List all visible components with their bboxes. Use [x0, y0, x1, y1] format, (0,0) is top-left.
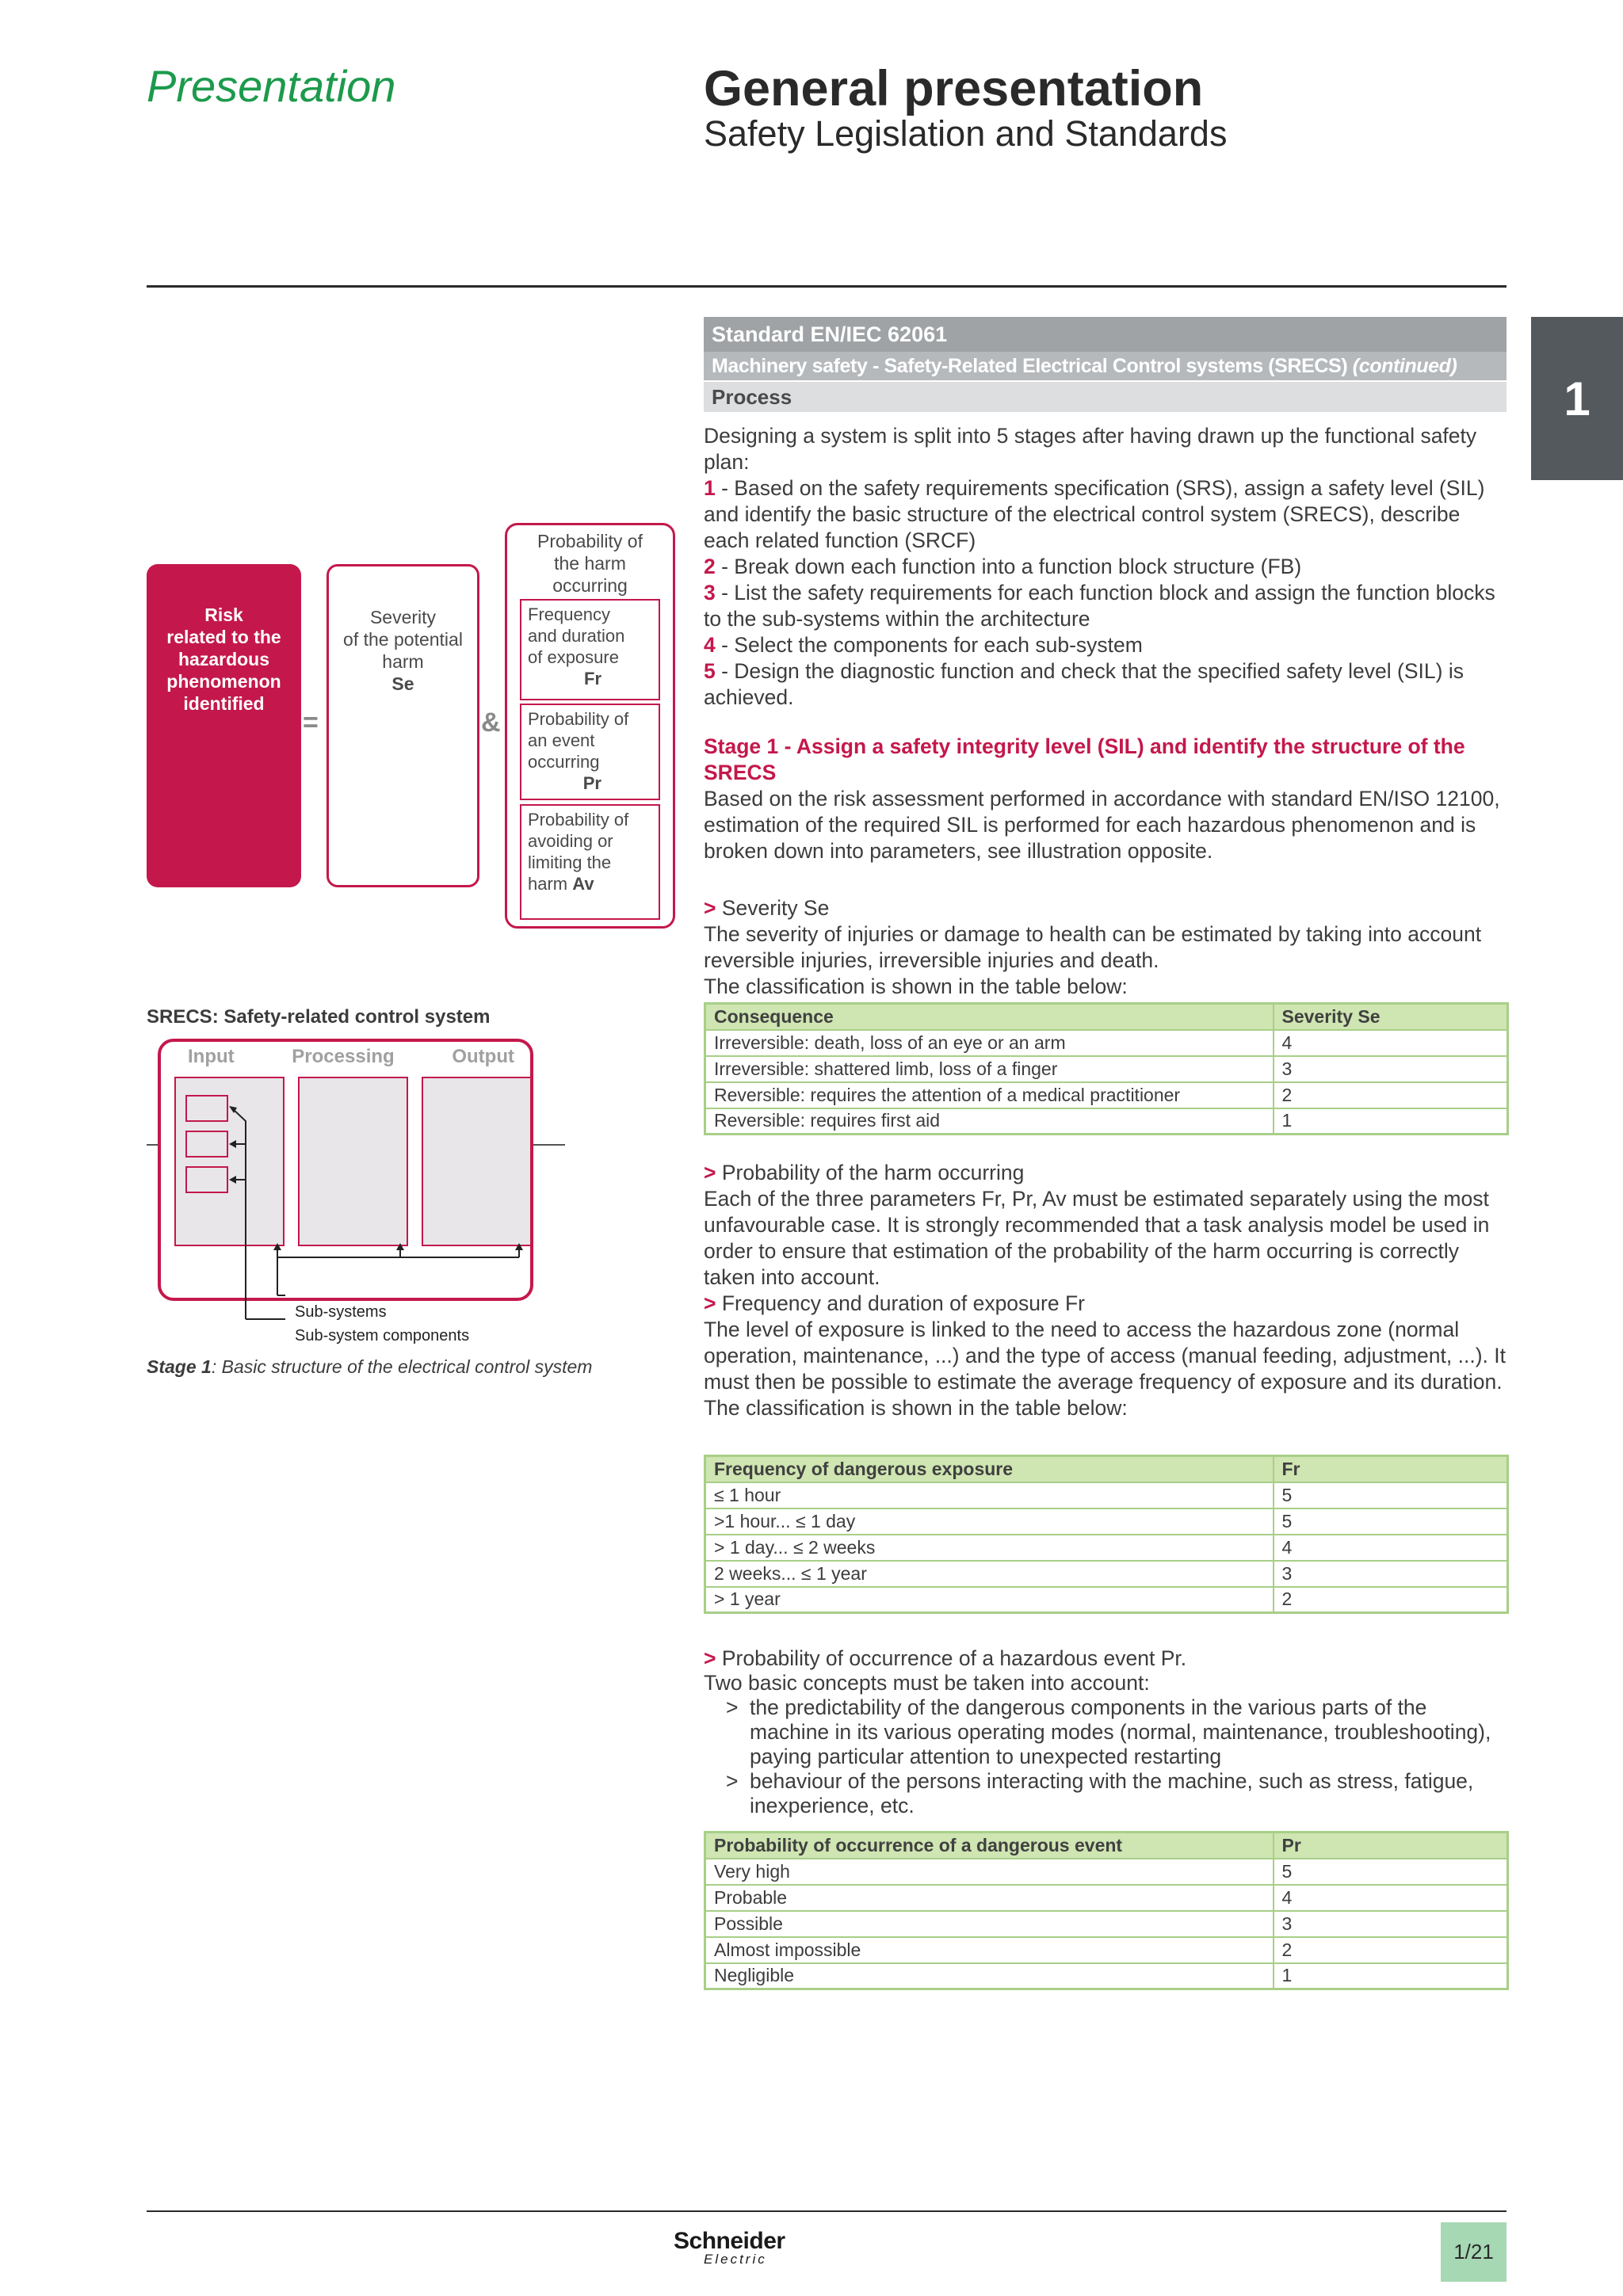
- frequency-table: [704, 1455, 1509, 1614]
- stage1-text: Based on the risk assessment performed in accordance with standard EN/ISO 12100, estimation of the required SIL is performed for each hazardous phenomenon and is broken down into parameters, see illustration opposite.: [704, 787, 1500, 863]
- risk-label: [147, 604, 301, 715]
- ampersand-sign: &: [481, 707, 501, 738]
- intro-lead: Designing a system is split into 5 stages after having drawn up the functional safety plan:: [704, 424, 1477, 474]
- severity-heading: Severity Se: [716, 896, 830, 920]
- table-row: [705, 1030, 1508, 1056]
- probability-heading: Probability of the harm occurring: [716, 1161, 1025, 1184]
- table-cell: Very high: [705, 1859, 1274, 1885]
- step-4: [704, 632, 1508, 658]
- occurrence-bullets: [704, 1695, 1508, 1818]
- chevron-right-icon: >: [704, 1291, 716, 1315]
- table-cell: Reversible: requires the attention of a medical practitioner: [705, 1082, 1274, 1108]
- schneider-logo: Schneider: [674, 2228, 785, 2254]
- table-cell: 5: [1274, 1859, 1508, 1885]
- table-row: [705, 1859, 1508, 1885]
- pr-line: occurring: [528, 752, 600, 772]
- table-cell: Irreversible: shattered limb, loss of a finger: [705, 1056, 1274, 1082]
- occurrence-text: Two basic concepts must be taken into account:: [704, 1671, 1150, 1695]
- list-item: [704, 1769, 1508, 1818]
- av-line: avoiding or: [528, 831, 613, 851]
- step-text: - Design the diagnostic function and check that the specified safety level (SIL) is achieved.: [704, 659, 1464, 709]
- column-label-input: Input: [188, 1046, 235, 1067]
- severity-box: [327, 564, 479, 887]
- table-header-cell: Frequency of dangerous exposure: [705, 1456, 1274, 1482]
- step-3: [704, 580, 1508, 632]
- table-row: [705, 1082, 1508, 1108]
- table-cell: 4: [1274, 1030, 1508, 1056]
- occurrence-block: [704, 1646, 1508, 1818]
- process-heading: Process: [704, 382, 1507, 412]
- pr-line: an event: [528, 730, 595, 750]
- probability-block: [704, 1160, 1508, 1421]
- step-5: [704, 658, 1508, 711]
- risk-line: related to the: [166, 627, 281, 647]
- table-cell: 5: [1274, 1482, 1508, 1508]
- pr-line: Probability of: [528, 709, 629, 729]
- probability-text: Each of the three parameters Fr, Pr, Av must be estimated separately using the most unfavourable case. It is strongly recommended that a task analysis model be used in order to ensure that estimation of the probability of the harm occurring is correctly taken into account.: [704, 1187, 1490, 1289]
- table-cell: 3: [1274, 1911, 1508, 1937]
- severity-line: Severity: [369, 607, 437, 627]
- table-cell: 1: [1274, 1963, 1508, 1989]
- chevron-right-icon: >: [704, 896, 716, 920]
- table-cell: 1: [1274, 1108, 1508, 1135]
- stage1-block: [704, 734, 1508, 864]
- table-row: [705, 1937, 1508, 1963]
- step-1: [704, 475, 1508, 554]
- table-header-cell: Severity Se: [1274, 1004, 1508, 1030]
- risk-line: phenomenon: [166, 671, 281, 692]
- table-cell: > 1 year: [705, 1587, 1274, 1613]
- probability-line: the harm: [554, 553, 626, 574]
- component-box: [186, 1131, 227, 1157]
- av-box: [520, 804, 660, 920]
- frequency-table-intro: The classification is shown in the table below:: [704, 1396, 1128, 1420]
- intro-block: [704, 423, 1508, 711]
- column-label-processing: Processing: [292, 1046, 395, 1067]
- risk-line: Risk: [204, 605, 243, 625]
- caption-bold: Stage 1: [147, 1356, 212, 1377]
- processing-block: [299, 1077, 407, 1245]
- chevron-right-icon: >: [704, 1161, 716, 1184]
- table-row: [705, 1535, 1508, 1561]
- probability-line: Probability of: [537, 531, 643, 551]
- legend-subsystems: Sub-systems: [295, 1303, 387, 1321]
- table-cell: 4: [1274, 1885, 1508, 1911]
- av-symbol: Av: [572, 874, 594, 894]
- table-row: [705, 1108, 1508, 1135]
- schneider-logo-sub: Electric: [704, 2252, 767, 2267]
- srecs-column-labels: [188, 1046, 514, 1068]
- occurrence-table: [704, 1831, 1509, 1990]
- table-cell: 4: [1274, 1535, 1508, 1561]
- severity-label: [329, 606, 477, 695]
- output-block: [422, 1077, 531, 1245]
- table-cell: 2: [1274, 1082, 1508, 1108]
- table-cell: 2: [1274, 1587, 1508, 1613]
- table-row: [705, 1587, 1508, 1613]
- severity-text: The severity of injuries or damage to health can be estimated by taking into account reversible injuries, irreversible injuries and death.: [704, 922, 1482, 972]
- table-cell: 2 weeks... ≤ 1 year: [705, 1561, 1274, 1587]
- table-cell: Almost impossible: [705, 1937, 1274, 1963]
- step-text: - Break down each function into a function block structure (FB): [715, 555, 1302, 578]
- table-header-row: [705, 1456, 1508, 1482]
- equals-sign: =: [303, 707, 319, 738]
- table-row: [705, 1508, 1508, 1535]
- table-cell: >1 hour... ≤ 1 day: [705, 1508, 1274, 1535]
- step-number: 4: [704, 633, 716, 657]
- srecs-title: SRECS: Safety-related control system: [147, 1006, 491, 1028]
- page-number: 1/21: [1441, 2222, 1507, 2282]
- srecs-diagram: [147, 1034, 579, 1347]
- standard-heading: Standard EN/IEC 62061: [704, 317, 1507, 352]
- table-row: [705, 1911, 1508, 1937]
- av-line: Probability of: [528, 810, 629, 830]
- risk-box: [147, 564, 301, 887]
- severity-table-intro: The classification is shown in the table below:: [704, 974, 1128, 998]
- severity-block: [704, 895, 1508, 1000]
- table-cell: 5: [1274, 1508, 1508, 1535]
- stage1-heading: Stage 1 - Assign a safety integrity level (SIL) and identify the structure of the SRECS: [704, 734, 1465, 784]
- table-cell: Possible: [705, 1911, 1274, 1937]
- table-cell: Negligible: [705, 1963, 1274, 1989]
- pr-symbol: Pr: [582, 773, 601, 793]
- step-text: - List the safety requirements for each function block and assign the function blocks to the sub-systems within the architecture: [704, 581, 1495, 631]
- table-cell: Reversible: requires first aid: [705, 1108, 1274, 1135]
- step-text: - Select the components for each sub-system: [715, 633, 1143, 657]
- list-item-text: the predictability of the dangerous components in the various parts of the machine in its various operating modes (normal, maintenance, troubleshooting), paying particular attention to unexpected restarting: [750, 1695, 1491, 1768]
- table-cell: Irreversible: death, loss of an eye or an arm: [705, 1030, 1274, 1056]
- page-title: General presentation: [704, 61, 1204, 116]
- table-header-row: [705, 1833, 1508, 1859]
- table-header-row: [705, 1004, 1508, 1030]
- table-row: [705, 1482, 1508, 1508]
- av-line: harm: [528, 874, 568, 894]
- bullet-marker: >: [726, 1695, 739, 1719]
- machinery-subheading: [704, 352, 1507, 380]
- list-item: [704, 1695, 1508, 1769]
- table-header-cell: Pr: [1274, 1833, 1508, 1859]
- table-cell: > 1 day... ≤ 2 weeks: [705, 1535, 1274, 1561]
- chapter-tab[interactable]: 1: [1531, 317, 1623, 480]
- probability-line: occurring: [552, 575, 628, 596]
- figure-caption: [147, 1356, 592, 1378]
- chevron-right-icon: >: [704, 1646, 716, 1670]
- header-divider: [147, 285, 1507, 288]
- table-cell: ≤ 1 hour: [705, 1482, 1274, 1508]
- component-box: [186, 1167, 227, 1192]
- occurrence-heading: Probability of occurrence of a hazardous event Pr.: [716, 1646, 1187, 1670]
- table-cell: 2: [1274, 1937, 1508, 1963]
- table-cell: Probable: [705, 1885, 1274, 1911]
- frequency-text: The level of exposure is linked to the need to access the hazardous zone (normal operation, maintenance, ...) and the type of access (manual feeding, adjustment, ...). It must then be possible to estimate the average frequency of exposure and its duration.: [704, 1318, 1506, 1394]
- continued-label: (continued): [1352, 355, 1457, 377]
- fr-line: of exposure: [528, 647, 619, 667]
- caption-text: : Basic structure of the electrical control system: [211, 1356, 593, 1377]
- fr-line: Frequency: [528, 605, 610, 624]
- step-number: 2: [704, 555, 716, 578]
- fr-box: [520, 599, 660, 700]
- fr-line: and duration: [528, 626, 625, 646]
- step-number: 1: [704, 476, 716, 500]
- table-row: [705, 1056, 1508, 1082]
- table-header-cell: Fr: [1274, 1456, 1508, 1482]
- list-item-text: behaviour of the persons interacting with the machine, such as stress, fatigue, inexperience, etc.: [750, 1769, 1474, 1817]
- table-header-cell: Probability of occurrence of a dangerous event: [705, 1833, 1274, 1859]
- av-line-last: [528, 873, 652, 894]
- step-text: - Based on the safety requirements specification (SRS), assign a safety level (SIL) and identify the basic structure of the electrical control system (SRECS), describe each related function (SRCF): [704, 476, 1485, 552]
- probability-box: [505, 523, 675, 929]
- severity-line: of the potential: [343, 629, 463, 650]
- severity-line: harm: [382, 651, 424, 672]
- column-label-output: Output: [452, 1046, 514, 1067]
- legend-components: Sub-system components: [295, 1327, 470, 1344]
- pr-box: [520, 704, 660, 800]
- severity-table: [704, 1002, 1509, 1135]
- table-row: [705, 1561, 1508, 1587]
- frequency-heading: Frequency and duration of exposure Fr: [716, 1291, 1085, 1315]
- table-cell: 3: [1274, 1056, 1508, 1082]
- risk-line: identified: [183, 693, 265, 714]
- table-row: [705, 1885, 1508, 1911]
- component-box: [186, 1096, 227, 1121]
- table-cell: 3: [1274, 1561, 1508, 1587]
- risk-line: hazardous: [178, 649, 270, 669]
- footer-divider: [147, 2210, 1507, 2212]
- fr-symbol: Fr: [584, 669, 601, 688]
- step-2: [704, 554, 1508, 580]
- bullet-marker: >: [726, 1769, 739, 1793]
- step-number: 5: [704, 659, 716, 683]
- table-header-cell: Consequence: [705, 1004, 1274, 1030]
- table-row: [705, 1963, 1508, 1989]
- probability-label: [507, 530, 673, 597]
- section-label: Presentation: [147, 61, 396, 111]
- step-number: 3: [704, 581, 716, 605]
- severity-symbol: Se: [391, 673, 414, 694]
- page-subtitle: Safety Legislation and Standards: [704, 113, 1228, 154]
- av-line: limiting the: [528, 852, 612, 872]
- machinery-subheading-text: Machinery safety - Safety-Related Electrical Control systems (SRECS): [712, 355, 1348, 377]
